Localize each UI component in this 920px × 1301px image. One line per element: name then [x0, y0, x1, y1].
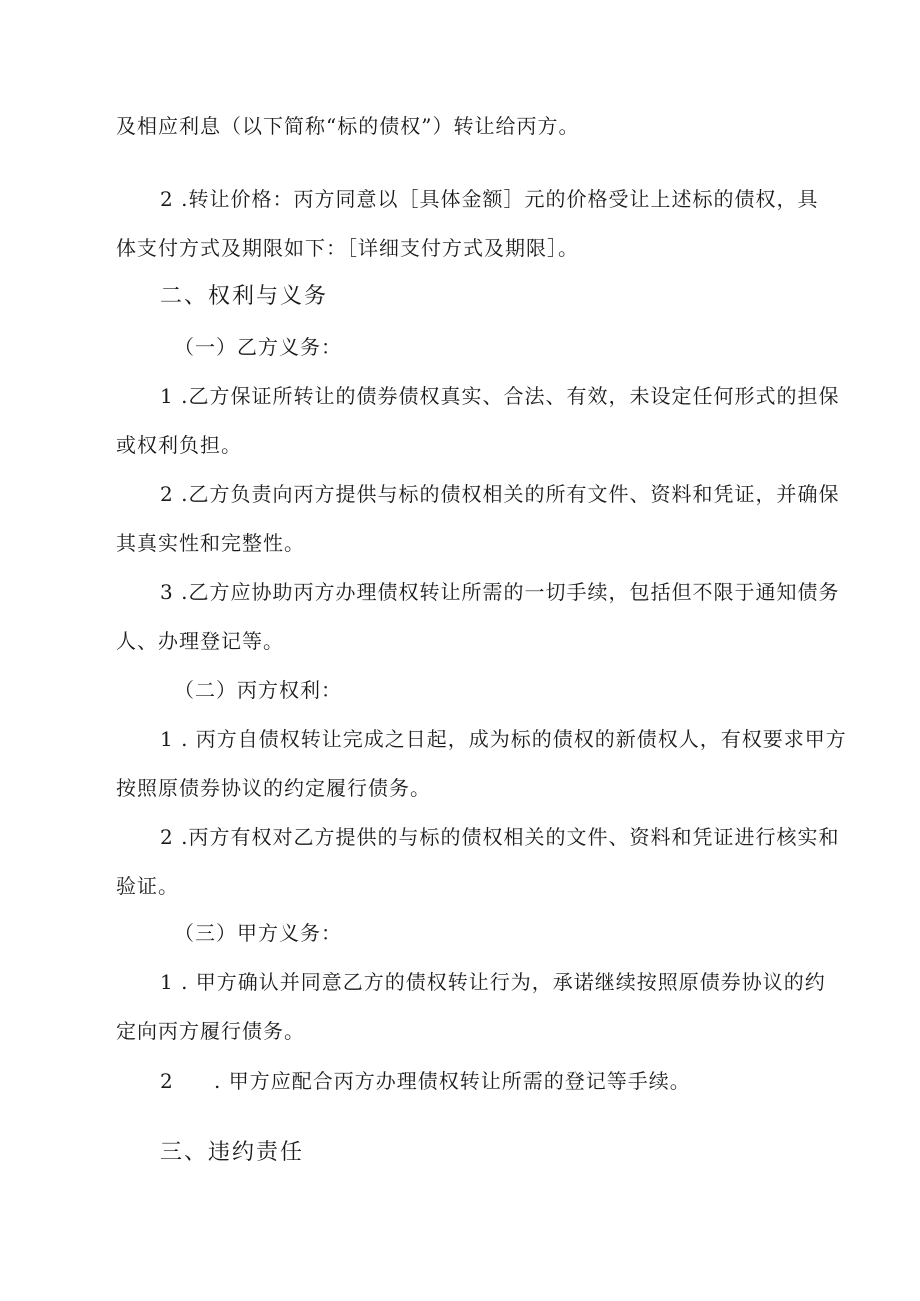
- item-number: 2: [160, 825, 174, 849]
- section-heading: 三、违约责任: [160, 1140, 305, 1165]
- item-number: 1: [160, 727, 174, 751]
- subsection-title: （一）乙方义务：: [174, 335, 342, 359]
- item-number: 1: [160, 970, 174, 994]
- item-text: .乙方应协助丙方办理债权转让所需的一切手续，包括但不限于通知债务: [173, 580, 840, 604]
- paragraph-line: 人、办理登记等。: [116, 629, 284, 653]
- item-number: 2: [160, 187, 174, 211]
- paragraph-line: 及相应利息（以下简称“标的债权”）转让给丙方。: [116, 114, 580, 138]
- paragraph-line: 体支付方式及期限如下：［详细支付方式及期限］。: [116, 236, 579, 260]
- paragraph-line: [160, 1067, 691, 1095]
- paragraph-line: [160, 578, 839, 606]
- subsection-title: （二）丙方权利：: [174, 678, 342, 702]
- item-text: .乙方保证所转让的债券债权真实、合法、有效，未设定任何形式的担保: [173, 384, 840, 408]
- item-text: .丙方有权对乙方提供的与标的债权相关的文件、资料和凭证进行核实和: [173, 825, 840, 849]
- paragraph-line: 或权利负担。: [116, 433, 242, 457]
- item-number: 2: [160, 482, 174, 506]
- item-number: 1: [160, 384, 174, 408]
- paragraph-line: [160, 185, 818, 213]
- item-text: .转让价格：丙方同意以［具体金额］元的价格受让上述标的债权，具: [173, 187, 819, 211]
- section-heading: 二、权利与义务: [160, 284, 329, 309]
- paragraph-line: 定向丙方履行债务。: [116, 1019, 305, 1043]
- paragraph-line: [160, 968, 826, 996]
- item-text: .乙方负责向丙方提供与标的债权相关的所有文件、资料和凭证，并确保: [173, 482, 840, 506]
- paragraph-line: 其真实性和完整性。: [116, 531, 305, 555]
- item-text: . 甲方确认并同意乙方的债权转让行为，承诺继续按照原债券协议的约: [173, 970, 826, 994]
- item-text: . 甲方应配合丙方办理债权转让所需的登记等手续。: [214, 1069, 691, 1093]
- item-number: 2: [160, 1069, 174, 1093]
- subsection-title: （三）甲方义务：: [174, 921, 342, 945]
- item-number: 3: [160, 580, 174, 604]
- paragraph-line: 按照原债券协议的约定履行债务。: [116, 776, 431, 800]
- paragraph-line: [160, 382, 839, 410]
- paragraph-line: 验证。: [116, 874, 179, 898]
- paragraph-line: [160, 480, 839, 508]
- item-text: . 丙方自债权转让完成之日起，成为标的债权的新债权人，有权要求甲方: [173, 727, 847, 751]
- paragraph-line: [160, 823, 839, 851]
- paragraph-line: [160, 725, 847, 753]
